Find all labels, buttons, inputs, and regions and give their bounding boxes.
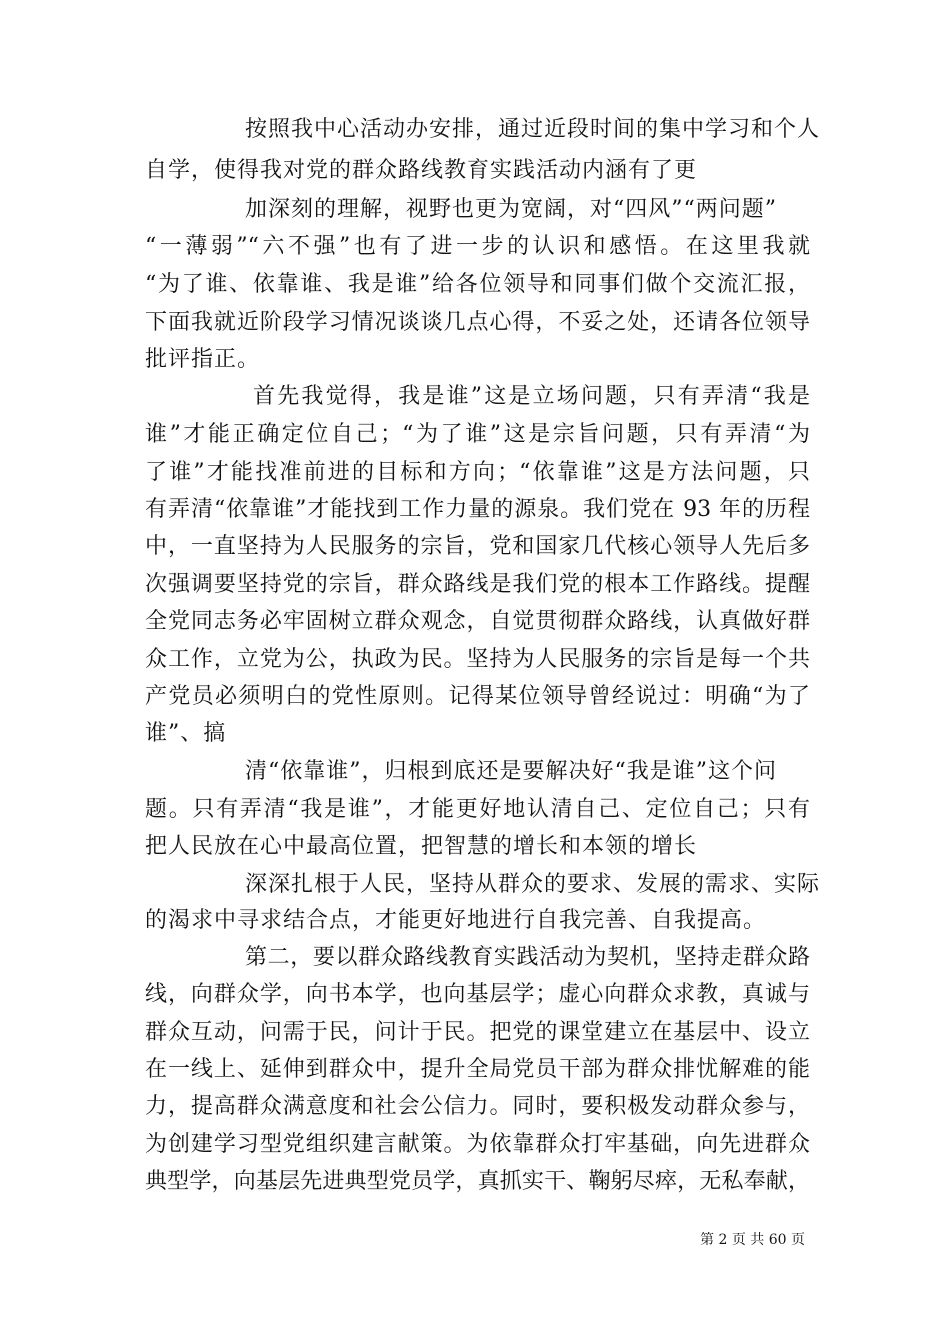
text-line: 自学，使得我对党的群众路线教育实践活动内涵有了更 (145, 158, 698, 183)
text-line: 次强调要坚持党的宗旨，群众路线是我们党的根本工作路线。提醒 (145, 572, 810, 597)
footer-total-pages: 60 (768, 1232, 787, 1248)
text-line: 下面我就近阶段学习情况谈谈几点心得，不妥之处，还请各位领导 (145, 310, 810, 335)
text-line: 力，提高群众满意度和社会公信力。同时，要积极发动群众参与， (145, 1094, 810, 1119)
text-line: 清“依靠谁”，归根到底还是要解决好“我是谁”这个问 (245, 759, 777, 784)
text-line: 群众互动，问需于民，问计于民。把党的课堂建立在基层中、设立 (145, 1020, 810, 1045)
text-line: 典型学，向基层先进典型党员学，真抓实干、鞠躬尽瘁，无私奉献， (145, 1169, 810, 1194)
footer-middle: 页 共 (731, 1232, 765, 1248)
text-line: 谁”才能正确定位自己；“为了谁”这是宗旨问题，只有弄清“为 (145, 422, 810, 447)
text-line: 为创建学习型党组织建言献策。为依靠群众打牢基础，向先进群众 (145, 1132, 810, 1157)
text-line: 有弄清“依靠谁”才能找到工作力量的源泉。我们党在 93 年的历程 (145, 497, 810, 522)
text-line: “为了谁、依靠谁、我是谁”给各位领导和同事们做个交流汇报， (145, 272, 810, 297)
text-line: 线，向群众学，向书本学，也向基层学；虚心向群众求教，真诚与 (145, 982, 810, 1007)
text-line: 深深扎根于人民，坚持从群众的要求、发展的需求、实际 (245, 872, 821, 897)
text-line: 谁”、搞 (145, 721, 227, 746)
footer-prefix: 第 (700, 1232, 714, 1248)
text-line: 了谁”才能找准前进的目标和方向；“依靠谁”这是方法问题，只 (145, 460, 810, 485)
text-line: 全党同志务必牢固树立群众观念，自觉贯彻群众路线，认真做好群 (145, 609, 810, 634)
text-line: 批评指正。 (145, 347, 261, 372)
text-line: 众工作，立党为公，执政为民。坚持为人民服务的宗旨是每一个共 (145, 647, 810, 672)
text-line: 中，一直坚持为人民服务的宗旨，党和国家几代核心领导人先后多 (145, 534, 810, 559)
text-line: 题。只有弄清“我是谁”，才能更好地认清自己、定位自己；只有 (145, 797, 810, 822)
text-line: 的渴求中寻求结合点，才能更好地进行自我完善、自我提高。 (145, 908, 767, 933)
text-line: 首先我觉得，我是谁”这是立场问题，只有弄清“我是 (253, 384, 810, 409)
text-line: “一薄弱”“六不强”也有了进一步的认识和感悟。在这里我就 (145, 234, 810, 259)
page-number-footer (700, 1231, 850, 1249)
text-line: 在一线上、延伸到群众中，提升全局党员干部为群众排忧解难的能 (145, 1057, 810, 1082)
text-line: 按照我中心活动办安排，通过近段时间的集中学习和个人 (245, 117, 821, 142)
text-line: 产党员必须明白的党性原则。记得某位领导曾经说过：明确“为了 (145, 684, 810, 709)
text-line: 第二，要以群众路线教育实践活动为契机，坚持走群众路 (245, 945, 810, 970)
text-line: 加深刻的理解，视野也更为宽阔，对“四风”“两问题” (245, 197, 777, 222)
text-line: 把人民放在心中最高位置，把智慧的增长和本领的增长 (145, 834, 698, 859)
footer-current-page: 2 (718, 1232, 728, 1248)
footer-suffix: 页 (791, 1232, 806, 1248)
